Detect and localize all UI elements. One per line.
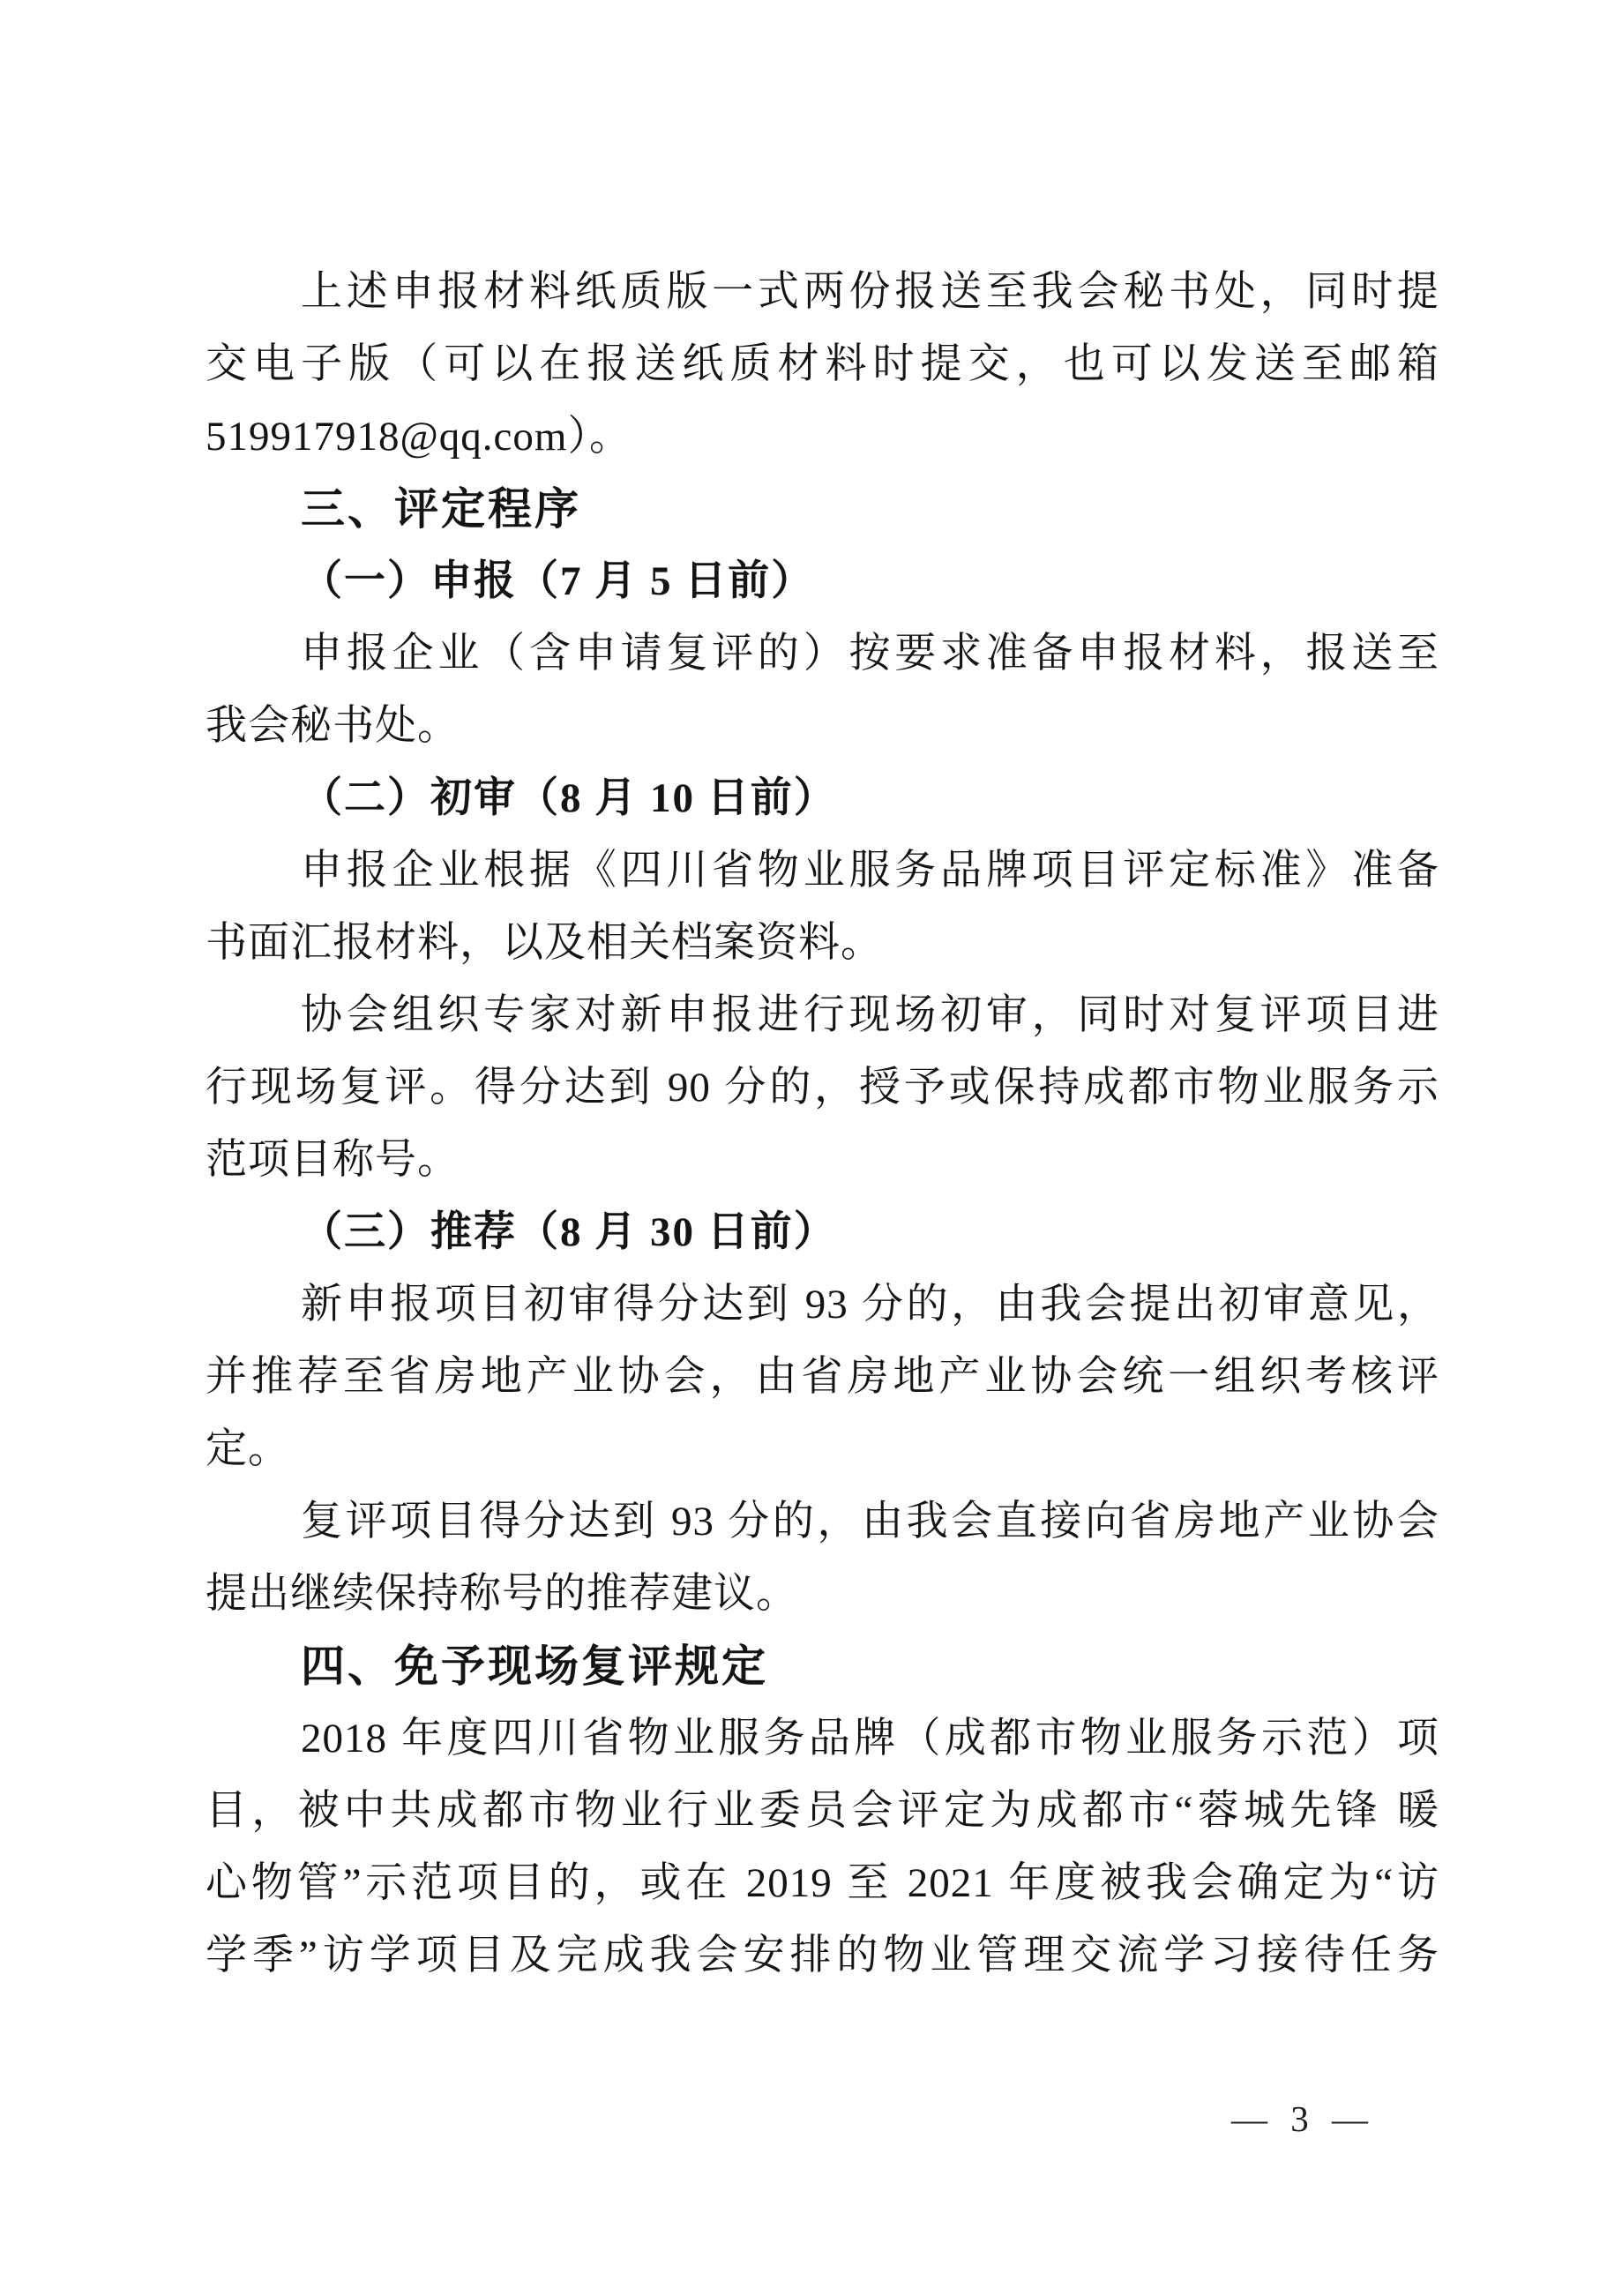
text-line: 四、免予现场复评规定 bbox=[301, 1642, 768, 1691]
text-line: 协会组织专家对新申报进行现场初审，同时对复评项目进 bbox=[301, 992, 1439, 1038]
sub-section-heading bbox=[206, 545, 1439, 617]
text-line: 行现场复评。得分达到 90 分的，授予或保持成都市物业服务示 bbox=[206, 1065, 1439, 1111]
text-line: 书面汇报材料，以及相关档案资料。 bbox=[206, 920, 883, 966]
sub-section-heading bbox=[206, 1196, 1439, 1268]
sub-section-heading bbox=[206, 762, 1439, 834]
text-line: 范项目称号。 bbox=[206, 1137, 460, 1183]
text-line: 上述申报材料纸质版一式两份报送至我会秘书处，同时提 bbox=[301, 269, 1439, 315]
paragraph bbox=[206, 1702, 1439, 1992]
paragraph bbox=[206, 256, 1439, 473]
text-line: 心物管”示范项目的，或在 2019 至 2021 年度被我会确定为“访 bbox=[206, 1860, 1439, 1906]
section-heading bbox=[206, 1630, 1439, 1702]
section-heading bbox=[206, 473, 1439, 545]
text-line: 2018 年度四川省物业服务品牌（成都市物业服务示范）项 bbox=[301, 1716, 1439, 1761]
text-line: 519917918@qq.com）。 bbox=[206, 414, 632, 460]
text-line: （二）初审（8 月 10 日前） bbox=[301, 775, 837, 821]
text-line: 申报企业根据《四川省物业服务品牌项目评定标准》准备 bbox=[301, 848, 1439, 894]
text-line: 定。 bbox=[206, 1426, 290, 1472]
page-number: — 3 — bbox=[1231, 2098, 1368, 2139]
text-line: 复评项目得分达到 93 分的，由我会直接向省房地产业协会 bbox=[301, 1499, 1439, 1544]
text-line: 三、评定程序 bbox=[301, 484, 581, 534]
text-line: 提出继续保持称号的推荐建议。 bbox=[206, 1571, 798, 1617]
paragraph bbox=[206, 1485, 1439, 1630]
text-line: 学季”访学项目及完成我会安排的物业管理交流学习接待任务 bbox=[206, 1933, 1439, 1978]
text-line: 申报企业（含申请复评的）按要求准备申报材料，报送至 bbox=[301, 631, 1439, 677]
text-line: 目，被中共成都市物业行业委员会评定为成都市“蓉城先锋 暖 bbox=[206, 1788, 1439, 1834]
paragraph bbox=[206, 617, 1439, 762]
text-line: （三）推荐（8 月 30 日前） bbox=[301, 1209, 837, 1255]
paragraph bbox=[206, 1268, 1439, 1485]
paragraph bbox=[206, 979, 1439, 1196]
text-line: 新申报项目初审得分达到 93 分的，由我会提出初审意见， bbox=[301, 1282, 1439, 1327]
text-line: （一）申报（7 月 5 日前） bbox=[301, 558, 815, 604]
text-line: 交电子版（可以在报送纸质材料时提交，也可以发送至邮箱 bbox=[206, 341, 1439, 387]
paragraph bbox=[206, 834, 1439, 979]
text-line: 我会秘书处。 bbox=[206, 703, 460, 749]
document-body bbox=[206, 256, 1439, 1992]
text-line: 并推荐至省房地产业协会，由省房地产业协会统一组织考核评 bbox=[206, 1354, 1439, 1400]
